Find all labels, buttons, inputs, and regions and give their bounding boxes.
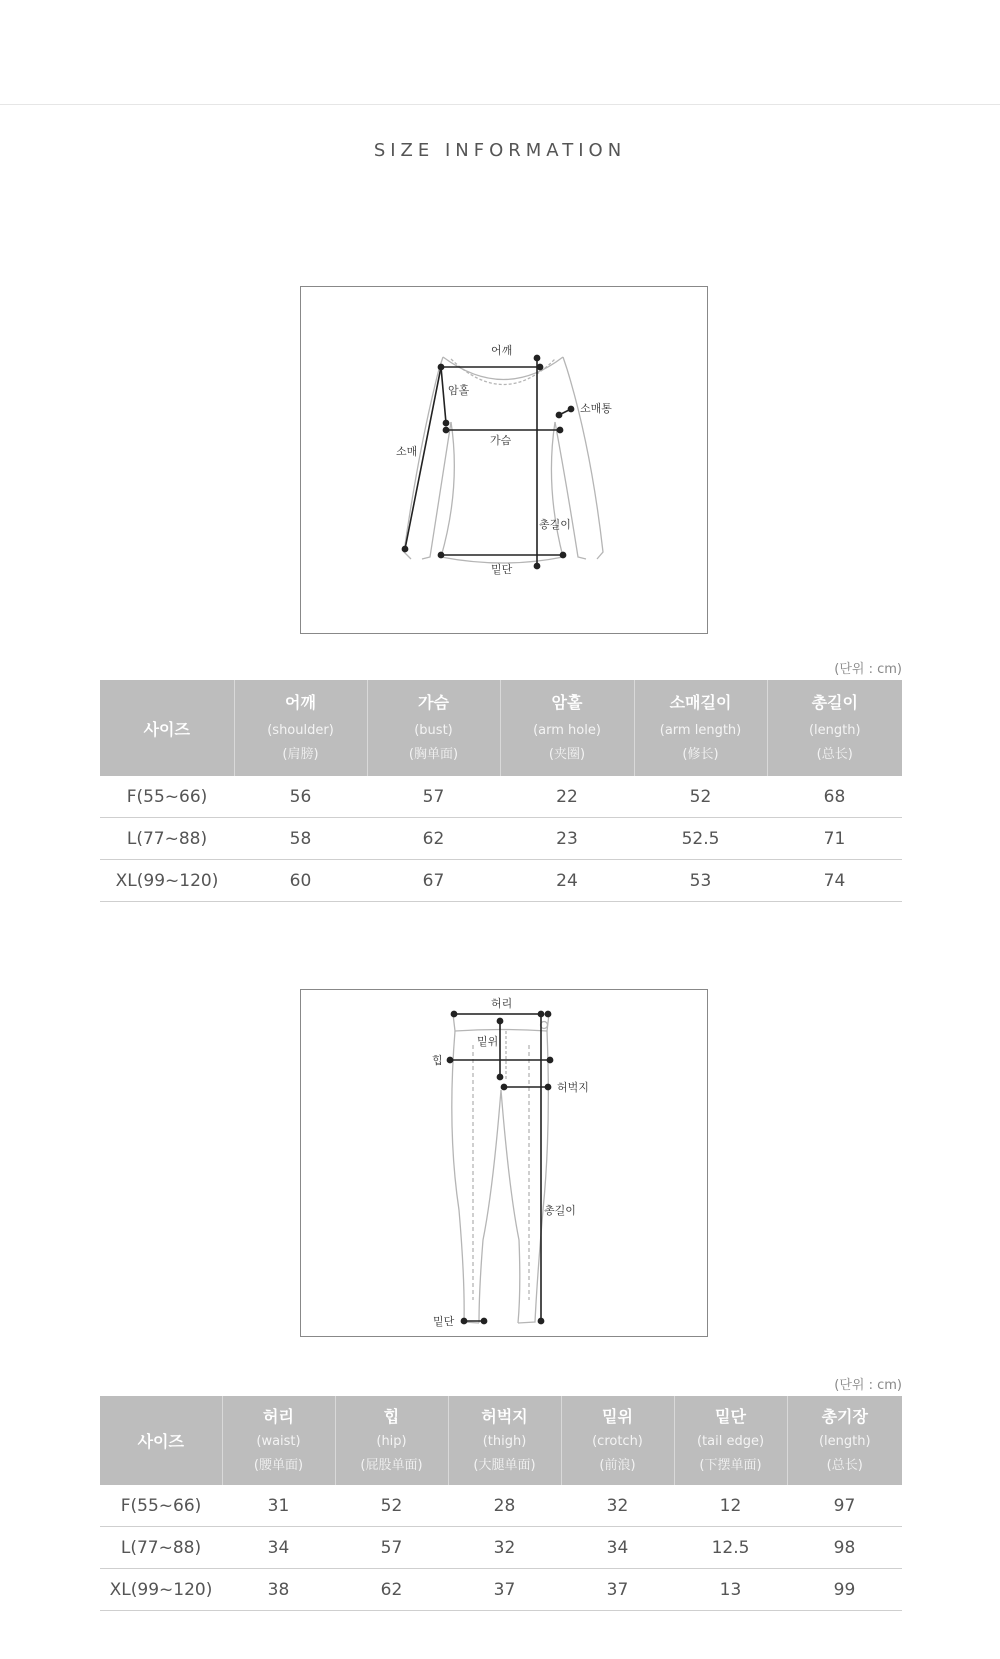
cell-value: 99 bbox=[787, 1569, 902, 1611]
table-row bbox=[100, 776, 902, 818]
table-row bbox=[100, 818, 902, 860]
cell-size: XL(99~120) bbox=[100, 860, 234, 902]
cell-size: F(55~66) bbox=[100, 1485, 222, 1527]
cell-value: 97 bbox=[787, 1485, 902, 1527]
header-hem: 밑단 (tail edge) (下摆单面) bbox=[674, 1396, 787, 1485]
cell-value: 57 bbox=[367, 776, 500, 818]
label-shoulder: 어깨 bbox=[491, 344, 513, 357]
label-armhole: 암홀 bbox=[448, 384, 470, 397]
top-divider bbox=[0, 104, 1000, 105]
header-bust: 가슴 (bust) (胸单面) bbox=[367, 680, 500, 776]
table-header-row bbox=[100, 1396, 902, 1485]
cell-value: 12 bbox=[674, 1485, 787, 1527]
cell-value: 52 bbox=[634, 776, 767, 818]
cell-value: 74 bbox=[767, 860, 902, 902]
top-size-table bbox=[100, 680, 902, 902]
cell-value: 37 bbox=[448, 1569, 561, 1611]
header-armhole: 암홀 (arm hole) (夹圈) bbox=[500, 680, 634, 776]
header-size: 사이즈 bbox=[100, 680, 234, 776]
top-unit-note: (단위 : cm) bbox=[834, 662, 902, 677]
label-hem: 밑단 bbox=[491, 563, 513, 576]
header-length: 총기장 (length) (总长) bbox=[787, 1396, 902, 1485]
header-crotch: 밑위 (crotch) (前浪) bbox=[561, 1396, 674, 1485]
label-sleeve-width: 소매통 bbox=[580, 402, 612, 415]
cell-value: 52 bbox=[335, 1485, 448, 1527]
label-bust: 가슴 bbox=[490, 434, 512, 447]
cell-value: 62 bbox=[367, 818, 500, 860]
header-hip: 힙 (hip) (屁股单面) bbox=[335, 1396, 448, 1485]
cell-value: 32 bbox=[448, 1527, 561, 1569]
cell-size: L(77~88) bbox=[100, 1527, 222, 1569]
cell-value: 24 bbox=[500, 860, 634, 902]
cell-value: 98 bbox=[787, 1527, 902, 1569]
table-header-row bbox=[100, 680, 902, 776]
table-row bbox=[100, 1485, 902, 1527]
label-length: 총길이 bbox=[539, 518, 571, 531]
label-hip: 힙 bbox=[432, 1054, 443, 1067]
label-hem: 밑단 bbox=[433, 1315, 455, 1328]
cell-size: XL(99~120) bbox=[100, 1569, 222, 1611]
label-length: 총길이 bbox=[544, 1204, 576, 1217]
cell-value: 57 bbox=[335, 1527, 448, 1569]
label-waist: 허리 bbox=[491, 997, 513, 1010]
cell-value: 13 bbox=[674, 1569, 787, 1611]
table-row bbox=[100, 1569, 902, 1611]
top-garment-illustration bbox=[301, 287, 707, 633]
cell-value: 53 bbox=[634, 860, 767, 902]
cell-value: 62 bbox=[335, 1569, 448, 1611]
cell-value: 12.5 bbox=[674, 1527, 787, 1569]
cell-value: 32 bbox=[561, 1485, 674, 1527]
bottom-size-diagram bbox=[300, 989, 708, 1337]
header-arm-length: 소매길이 (arm length) (修长) bbox=[634, 680, 767, 776]
top-size-diagram bbox=[300, 286, 708, 634]
cell-value: 34 bbox=[561, 1527, 674, 1569]
cell-value: 37 bbox=[561, 1569, 674, 1611]
header-shoulder: 어깨 (shoulder) (肩膀) bbox=[234, 680, 367, 776]
header-thigh: 허벅지 (thigh) (大腿单面) bbox=[448, 1396, 561, 1485]
table-row bbox=[100, 1527, 902, 1569]
cell-value: 58 bbox=[234, 818, 367, 860]
cell-value: 34 bbox=[222, 1527, 335, 1569]
label-crotch: 밑위 bbox=[477, 1035, 499, 1048]
cell-value: 31 bbox=[222, 1485, 335, 1527]
label-sleeve: 소매 bbox=[396, 445, 418, 458]
cell-value: 67 bbox=[367, 860, 500, 902]
cell-value: 23 bbox=[500, 818, 634, 860]
cell-value: 60 bbox=[234, 860, 367, 902]
cell-value: 56 bbox=[234, 776, 367, 818]
label-thigh: 허벅지 bbox=[557, 1081, 589, 1094]
table-row bbox=[100, 860, 902, 902]
bottom-size-table bbox=[100, 1396, 902, 1611]
bottom-unit-note: (단위 : cm) bbox=[834, 1378, 902, 1393]
header-waist: 허리 (waist) (腰单面) bbox=[222, 1396, 335, 1485]
header-size: 사이즈 bbox=[100, 1396, 222, 1485]
cell-value: 22 bbox=[500, 776, 634, 818]
cell-value: 28 bbox=[448, 1485, 561, 1527]
cell-value: 38 bbox=[222, 1569, 335, 1611]
pants-illustration bbox=[301, 990, 707, 1336]
cell-size: L(77~88) bbox=[100, 818, 234, 860]
cell-value: 52.5 bbox=[634, 818, 767, 860]
cell-value: 71 bbox=[767, 818, 902, 860]
section-title: SIZE INFORMATION bbox=[373, 140, 627, 161]
cell-size: F(55~66) bbox=[100, 776, 234, 818]
header-length: 총길이 (length) (总长) bbox=[767, 680, 902, 776]
cell-value: 68 bbox=[767, 776, 902, 818]
